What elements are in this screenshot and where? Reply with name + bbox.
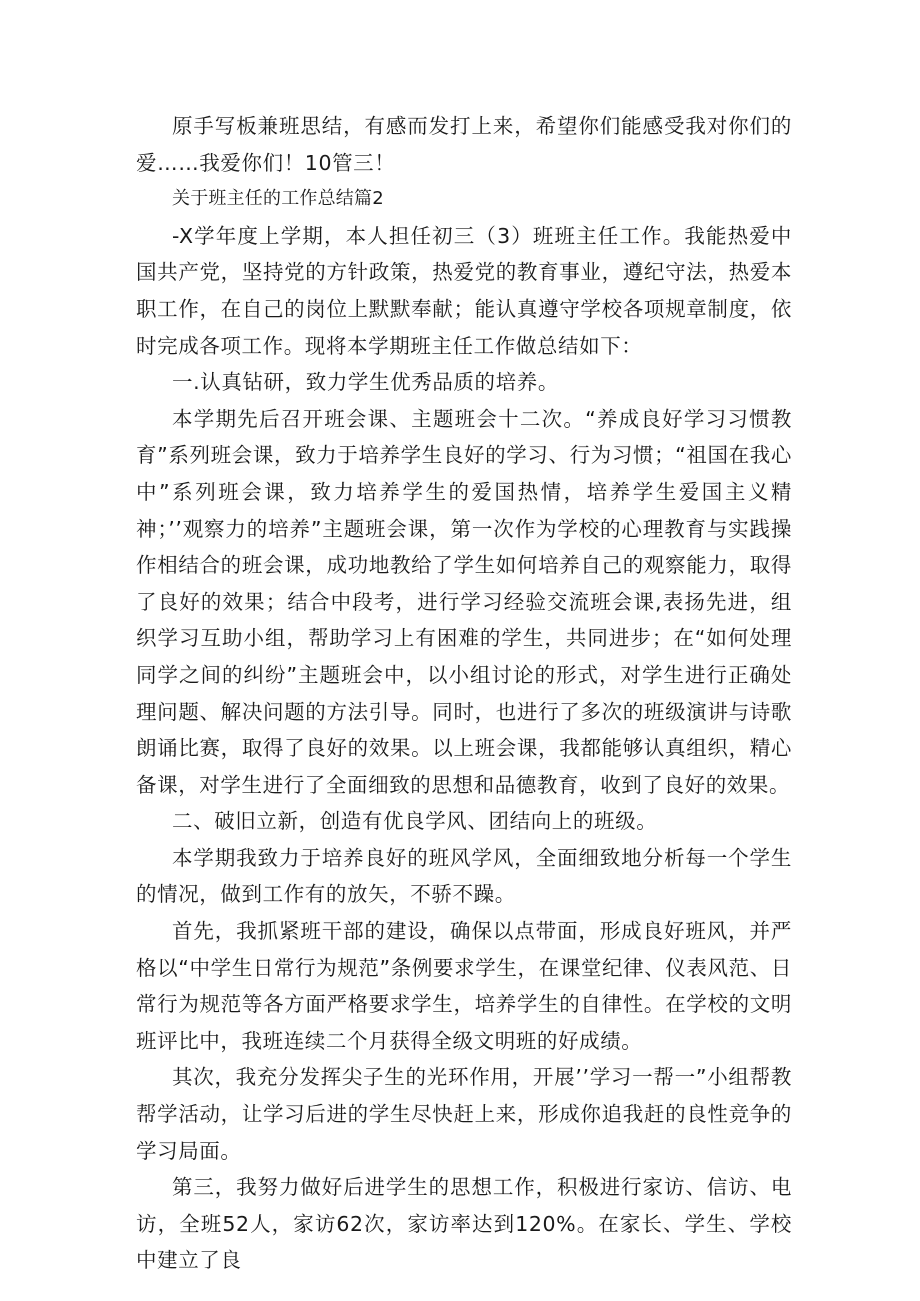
paragraph-first: 首先，我抓紧班干部的建设，确保以点带面，形成良好班风，并严格以“中学生日常行为规范”条例要求学生，在课堂纪律、仪表风范、日常行为规范等各方面严格要求学生，培养学生的自律性。在学校的文明班评比中，我班连续二个月获得全级文明班的好成绩。 xyxy=(136,919,792,1053)
paragraph-second: 其次，我充分发挥尖子生的光环作用，开展’’学习一帮一”小组帮教帮学活动，让学习后进的学生尽快赶上来，形成你追我赶的良性竞争的学习局面。 xyxy=(136,1065,792,1163)
paragraph-intro: -X学年度上学期，本人担任初三（3）班班主任工作。我能热爱中国共产党，坚持党的方针政策，热爱党的教育事业，遵纪守法，热爱本职工作，在自己的岗位上默默奉献；能认真遵守学校各项规章制度，依时完成各项工作。现将本学期班主任工作做总结如下： xyxy=(136,223,792,358)
paragraph-class-style: 本学期我致力于培养良好的班风学风，全面细致地分析每一个学生的情况，做到工作有的放矢，不骄不躁。 xyxy=(136,845,792,907)
section-title: 关于班主任的工作总结篇2 xyxy=(172,188,384,210)
heading-part-two: 二、破旧立新，创造有优良学风、团结向上的班级。 xyxy=(172,809,658,834)
document-page xyxy=(136,108,792,1279)
paragraph-class-meetings: 本学期先后召开班会课、主题班会十二次。“养成良好学习习惯教育”系列班会课，致力于培养学生良好的学习、行为习惯；“祖国在我心中”系列班会课，致力培养学生的爱国热情，培养学生爱国主义精神；’’观察力的培养”主题班会课，第一次作为学校的心理教育与实践操作相结合的班会课，成功地教给了学生如何培养自己的观察能力，取得了良好的效果；结合中段考，进行学习经验交流班会课,表扬先进，组织学习互助小组，帮助学习上有困难的学生，共同进步；在“如何处理同学之间的纠纷”主题班会中，以小组讨论的形式，对学生进行正确处理问题、解决问题的方法引导。同时，也进行了多次的班级演讲与诗歌朗诵比赛，取得了良好的效果。以上班会课，我都能够认真组织，精心备课，对学生进行了全面细致的思想和品德教育，收到了良好的效果。 xyxy=(136,406,792,797)
heading-part-one: 一.认真钻研，致力学生优秀品质的培养。 xyxy=(172,370,559,395)
paragraph-closing-note: 原手写板兼班思结，有感而发打上来，希望你们能感受我对你们的爱……我爱你们！10管三！ xyxy=(136,114,792,175)
paragraph-third: 第三，我努力做好后进学生的思想工作，积极进行家访、信访、电访，全班52人，家访62次，家访率达到120%。在家长、学生、学校中建立了良 xyxy=(136,1175,792,1273)
